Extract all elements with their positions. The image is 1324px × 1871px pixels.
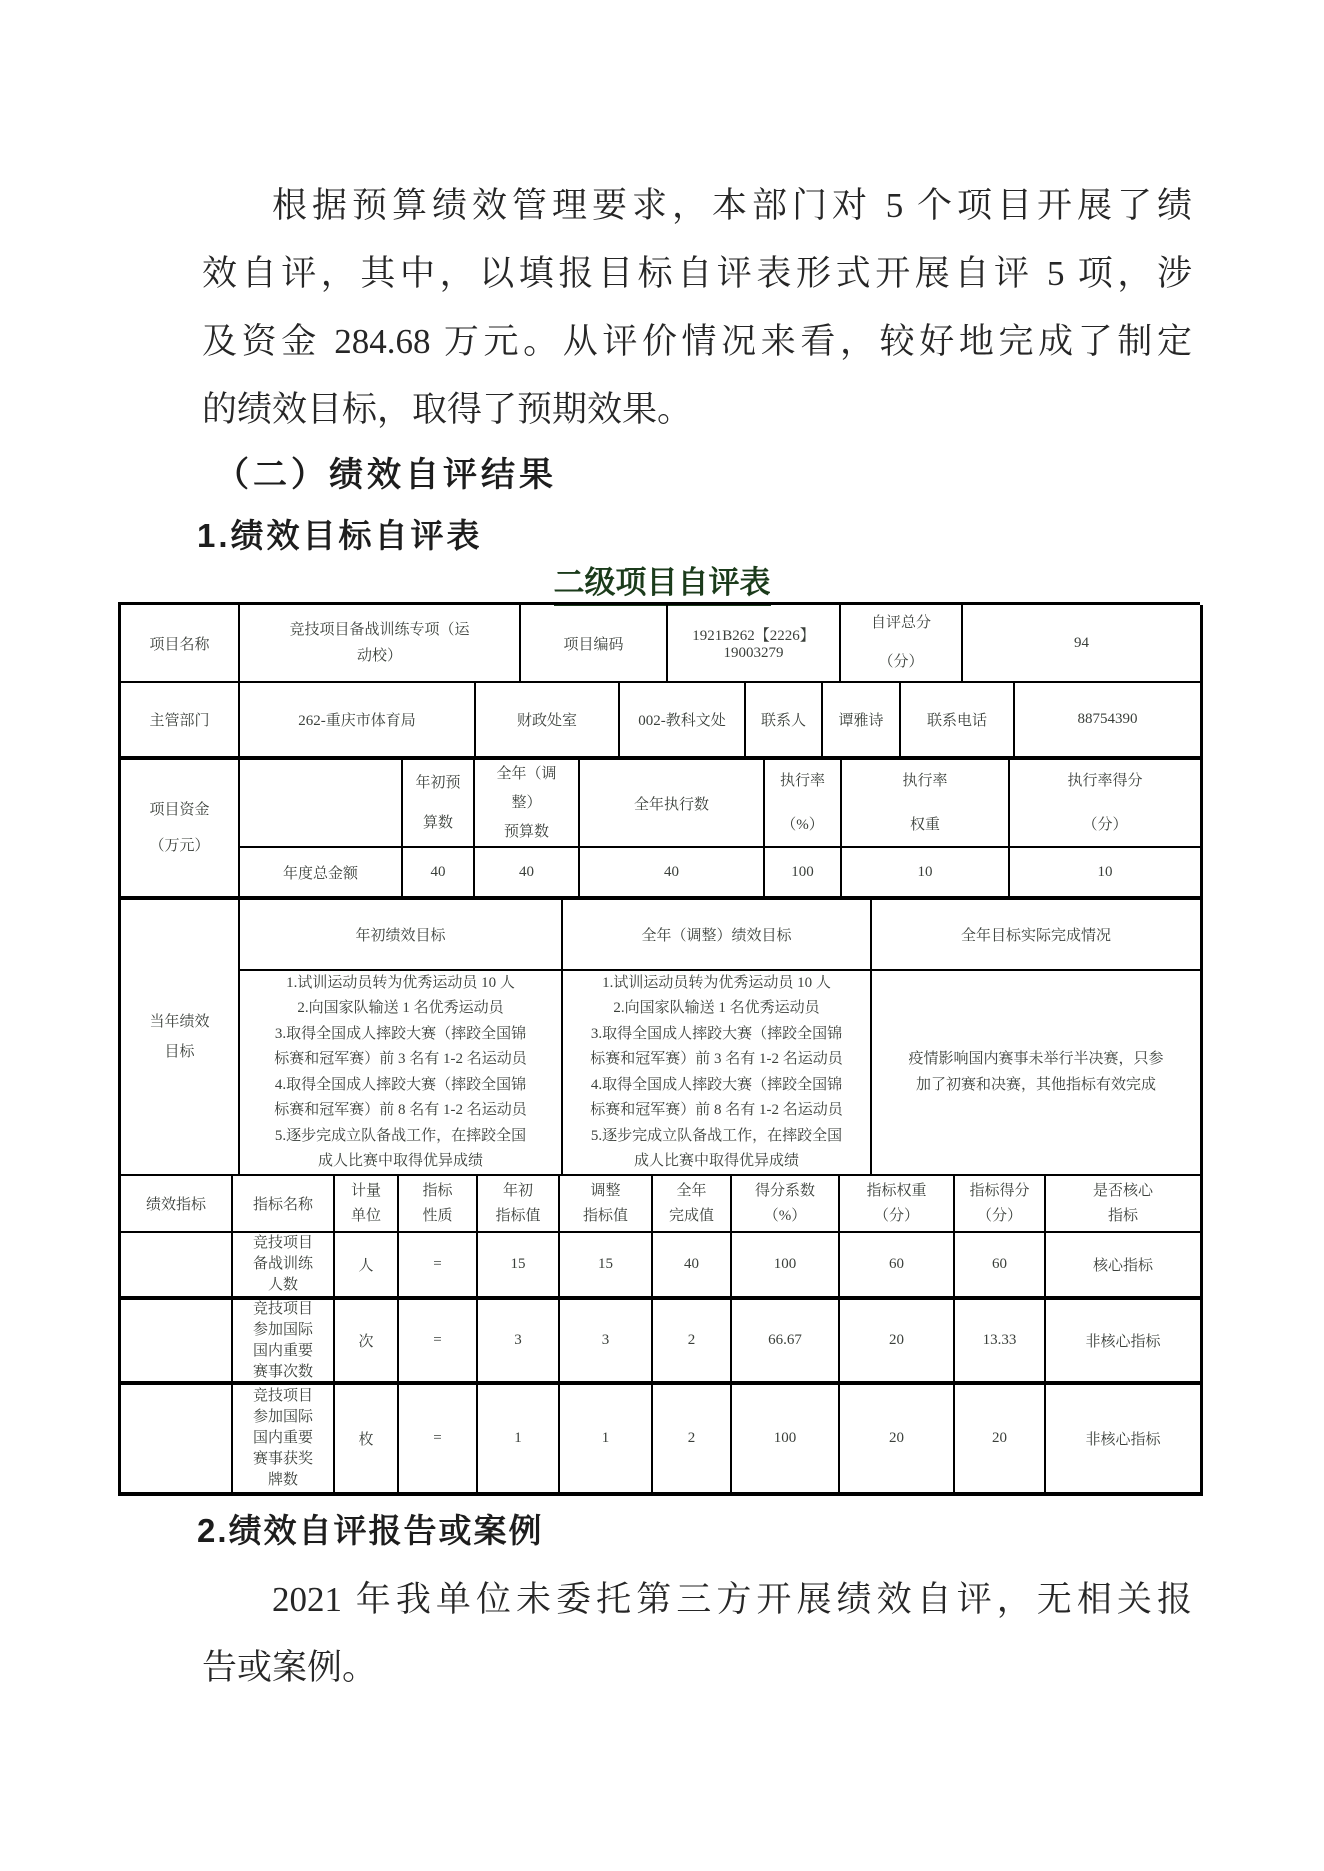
section-heading: （二）绩效自评结果 <box>215 456 557 494</box>
exec-score-header: 执行率得分 （分） <box>1010 760 1203 848</box>
finance-office-label: 财政处室 <box>476 683 620 760</box>
department-value: 262-重庆市体育局 <box>240 683 476 760</box>
indicator-begin: 1 <box>478 1385 560 1496</box>
intro-paragraph <box>202 172 1192 444</box>
annual-total-label: 年度总金额 <box>240 848 403 900</box>
paragraph-line: 的绩效目标，取得了预期效果。 <box>202 390 693 429</box>
self-evaluation-table <box>118 602 1200 1496</box>
exec-rate-header: 执行率 （%） <box>765 760 842 848</box>
closing-paragraph <box>202 1566 1192 1702</box>
begin-budget-header: 年初预 算数 <box>403 760 475 848</box>
subheading-self-eval-table: 1.绩效目标自评表 <box>197 517 483 554</box>
exec-weight-header: 执行率 权重 <box>842 760 1010 848</box>
self-score-label: 自评总分 （分） <box>841 605 963 683</box>
indicator-coef: 66.67 <box>732 1300 840 1385</box>
indicator-nature: = <box>399 1300 478 1385</box>
indicator-row <box>121 1385 1200 1496</box>
funding-label: 项目资金 （万元） <box>121 760 240 900</box>
indicator-unit: 人 <box>335 1233 399 1300</box>
contact-value: 谭雅诗 <box>823 683 901 760</box>
exec-weight-value: 10 <box>842 848 1010 900</box>
coef-header: 得分系数 （%） <box>732 1176 840 1233</box>
department-label: 主管部门 <box>121 683 240 760</box>
adjusted-goals-header: 全年（调整）绩效目标 <box>563 900 872 971</box>
indicator-blank-cell <box>121 1385 233 1496</box>
indicator-completed: 2 <box>653 1385 732 1496</box>
indicator-core: 非核心指标 <box>1046 1300 1203 1385</box>
adjusted-budget-header: 全年（调 整） 预算数 <box>475 760 580 848</box>
indicator-begin: 3 <box>478 1300 560 1385</box>
indicator-name: 竞技项目 参加国际 国内重要 赛事获奖 牌数 <box>233 1385 335 1496</box>
indicator-completed: 2 <box>653 1300 732 1385</box>
exec-score-value: 10 <box>1010 848 1203 900</box>
indicator-core: 非核心指标 <box>1046 1385 1203 1496</box>
indicator-adjusted: 15 <box>560 1233 653 1300</box>
funding-header-row <box>240 760 1203 848</box>
indicator-blank-cell <box>121 1300 233 1385</box>
indicator-adjusted: 3 <box>560 1300 653 1385</box>
indicator-weight: 20 <box>840 1385 955 1496</box>
unit-header: 计量 单位 <box>335 1176 399 1233</box>
phone-value: 88754390 <box>1015 683 1203 760</box>
indicator-weight: 60 <box>840 1233 955 1300</box>
completed-value-header: 全年 完成值 <box>653 1176 732 1233</box>
indicator-nature: = <box>399 1385 478 1496</box>
weight-header: 指标权重 （分） <box>840 1176 955 1233</box>
contact-label: 联系人 <box>746 683 823 760</box>
begin-budget-value: 40 <box>403 848 475 900</box>
indicator-coef: 100 <box>732 1233 840 1300</box>
indicator-name: 竞技项目 备战训练 人数 <box>233 1233 335 1300</box>
indicator-score: 13.33 <box>955 1300 1046 1385</box>
indicator-core: 核心指标 <box>1046 1233 1203 1300</box>
indicator-blank-cell <box>121 1233 233 1300</box>
indicator-row <box>121 1233 1200 1300</box>
project-code-label: 项目编码 <box>521 605 668 683</box>
phone-label: 联系电话 <box>901 683 1015 760</box>
goals-content-row <box>240 971 1203 1176</box>
paragraph-line: 及资金 284.68 万元。从评价情况来看，较好地完成了制定 <box>202 322 1192 361</box>
indicator-name-header: 指标名称 <box>233 1176 335 1233</box>
project-code-value: 1921B262【2226】19003279 <box>668 605 841 683</box>
executed-header: 全年执行数 <box>580 760 765 848</box>
goals-section <box>121 900 1200 1176</box>
core-header: 是否核心 指标 <box>1046 1176 1203 1233</box>
indicator-name: 竞技项目 参加国际 国内重要 赛事次数 <box>233 1300 335 1385</box>
adjusted-goals-text: 1.试训运动员转为优秀运动员 10 人 2.向国家队输送 1 名优秀运动员 3.取得全国成人摔跤大赛（摔跤全国锦 标赛和冠军赛）前 3 名有 1-2 名运动员 4.取得全国成人摔跤大赛（摔跤全国锦 标赛和冠军赛）前 8 名有 1-2 名运动员 5.逐步完成立队备战工作，在摔跤全国 成人比赛中取得优异成绩 <box>563 971 872 1176</box>
indicator-section-label: 绩效指标 <box>121 1176 233 1233</box>
indicator-coef: 100 <box>732 1385 840 1496</box>
paragraph-line: 告或案例。 <box>202 1648 378 1687</box>
subheading-self-eval-report: 2.绩效自评报告或案例 <box>197 1512 544 1549</box>
table-title-text: 二级项目自评表 <box>554 565 771 606</box>
funding-blank-cell <box>240 760 403 848</box>
indicator-unit: 枚 <box>335 1385 399 1496</box>
indicator-nature: = <box>399 1233 478 1300</box>
funding-data-row <box>240 848 1203 900</box>
indicator-header-row <box>121 1176 1200 1233</box>
project-name-value: 竞技项目备战训练专项（运 动校） <box>240 605 521 683</box>
indicator-row <box>121 1300 1200 1385</box>
paragraph-line: 2021 年我单位未委托第三方开展绩效自评，无相关报 <box>272 1580 1192 1619</box>
indicator-score: 20 <box>955 1385 1046 1496</box>
indicator-begin: 15 <box>478 1233 560 1300</box>
indicator-score: 60 <box>955 1233 1046 1300</box>
project-name-label: 项目名称 <box>121 605 240 683</box>
initial-goals-text: 1.试训运动员转为优秀运动员 10 人 2.向国家队输送 1 名优秀运动员 3.取得全国成人摔跤大赛（摔跤全国锦 标赛和冠军赛）前 3 名有 1-2 名运动员 4.取得全国成人摔跤大赛（摔跤全国锦 标赛和冠军赛）前 8 名有 1-2 名运动员 5.逐步完成立队备战工作，在摔跤全国 成人比赛中取得优异成绩 <box>240 971 563 1176</box>
actual-completion-header: 全年目标实际完成情况 <box>872 900 1203 971</box>
adjusted-budget-value: 40 <box>475 848 580 900</box>
funding-section <box>121 760 1200 900</box>
table-row-department <box>121 683 1200 760</box>
finance-office-value: 002-教科文处 <box>620 683 746 760</box>
indicator-adjusted: 1 <box>560 1385 653 1496</box>
nature-header: 指标 性质 <box>399 1176 478 1233</box>
exec-rate-value: 100 <box>765 848 842 900</box>
adjusted-value-header: 调整 指标值 <box>560 1176 653 1233</box>
table-title <box>0 557 1324 602</box>
score-header: 指标得分 （分） <box>955 1176 1046 1233</box>
indicator-unit: 次 <box>335 1300 399 1385</box>
initial-goals-header: 年初绩效目标 <box>240 900 563 971</box>
table-row-project <box>121 605 1200 683</box>
self-score-value: 94 <box>963 605 1203 683</box>
indicator-weight: 20 <box>840 1300 955 1385</box>
paragraph-line: 根据预算绩效管理要求，本部门对 5 个项目开展了绩 <box>272 186 1192 225</box>
indicator-completed: 40 <box>653 1233 732 1300</box>
goals-header-row <box>240 900 1203 971</box>
goals-label: 当年绩效 目标 <box>121 900 240 1176</box>
executed-value: 40 <box>580 848 765 900</box>
paragraph-line: 效自评，其中，以填报目标自评表形式开展自评 5 项，涉 <box>202 254 1192 293</box>
actual-completion-text: 疫情影响国内赛事未举行半决赛，只参 加了初赛和决赛，其他指标有效完成 <box>872 971 1203 1176</box>
begin-value-header: 年初 指标值 <box>478 1176 560 1233</box>
